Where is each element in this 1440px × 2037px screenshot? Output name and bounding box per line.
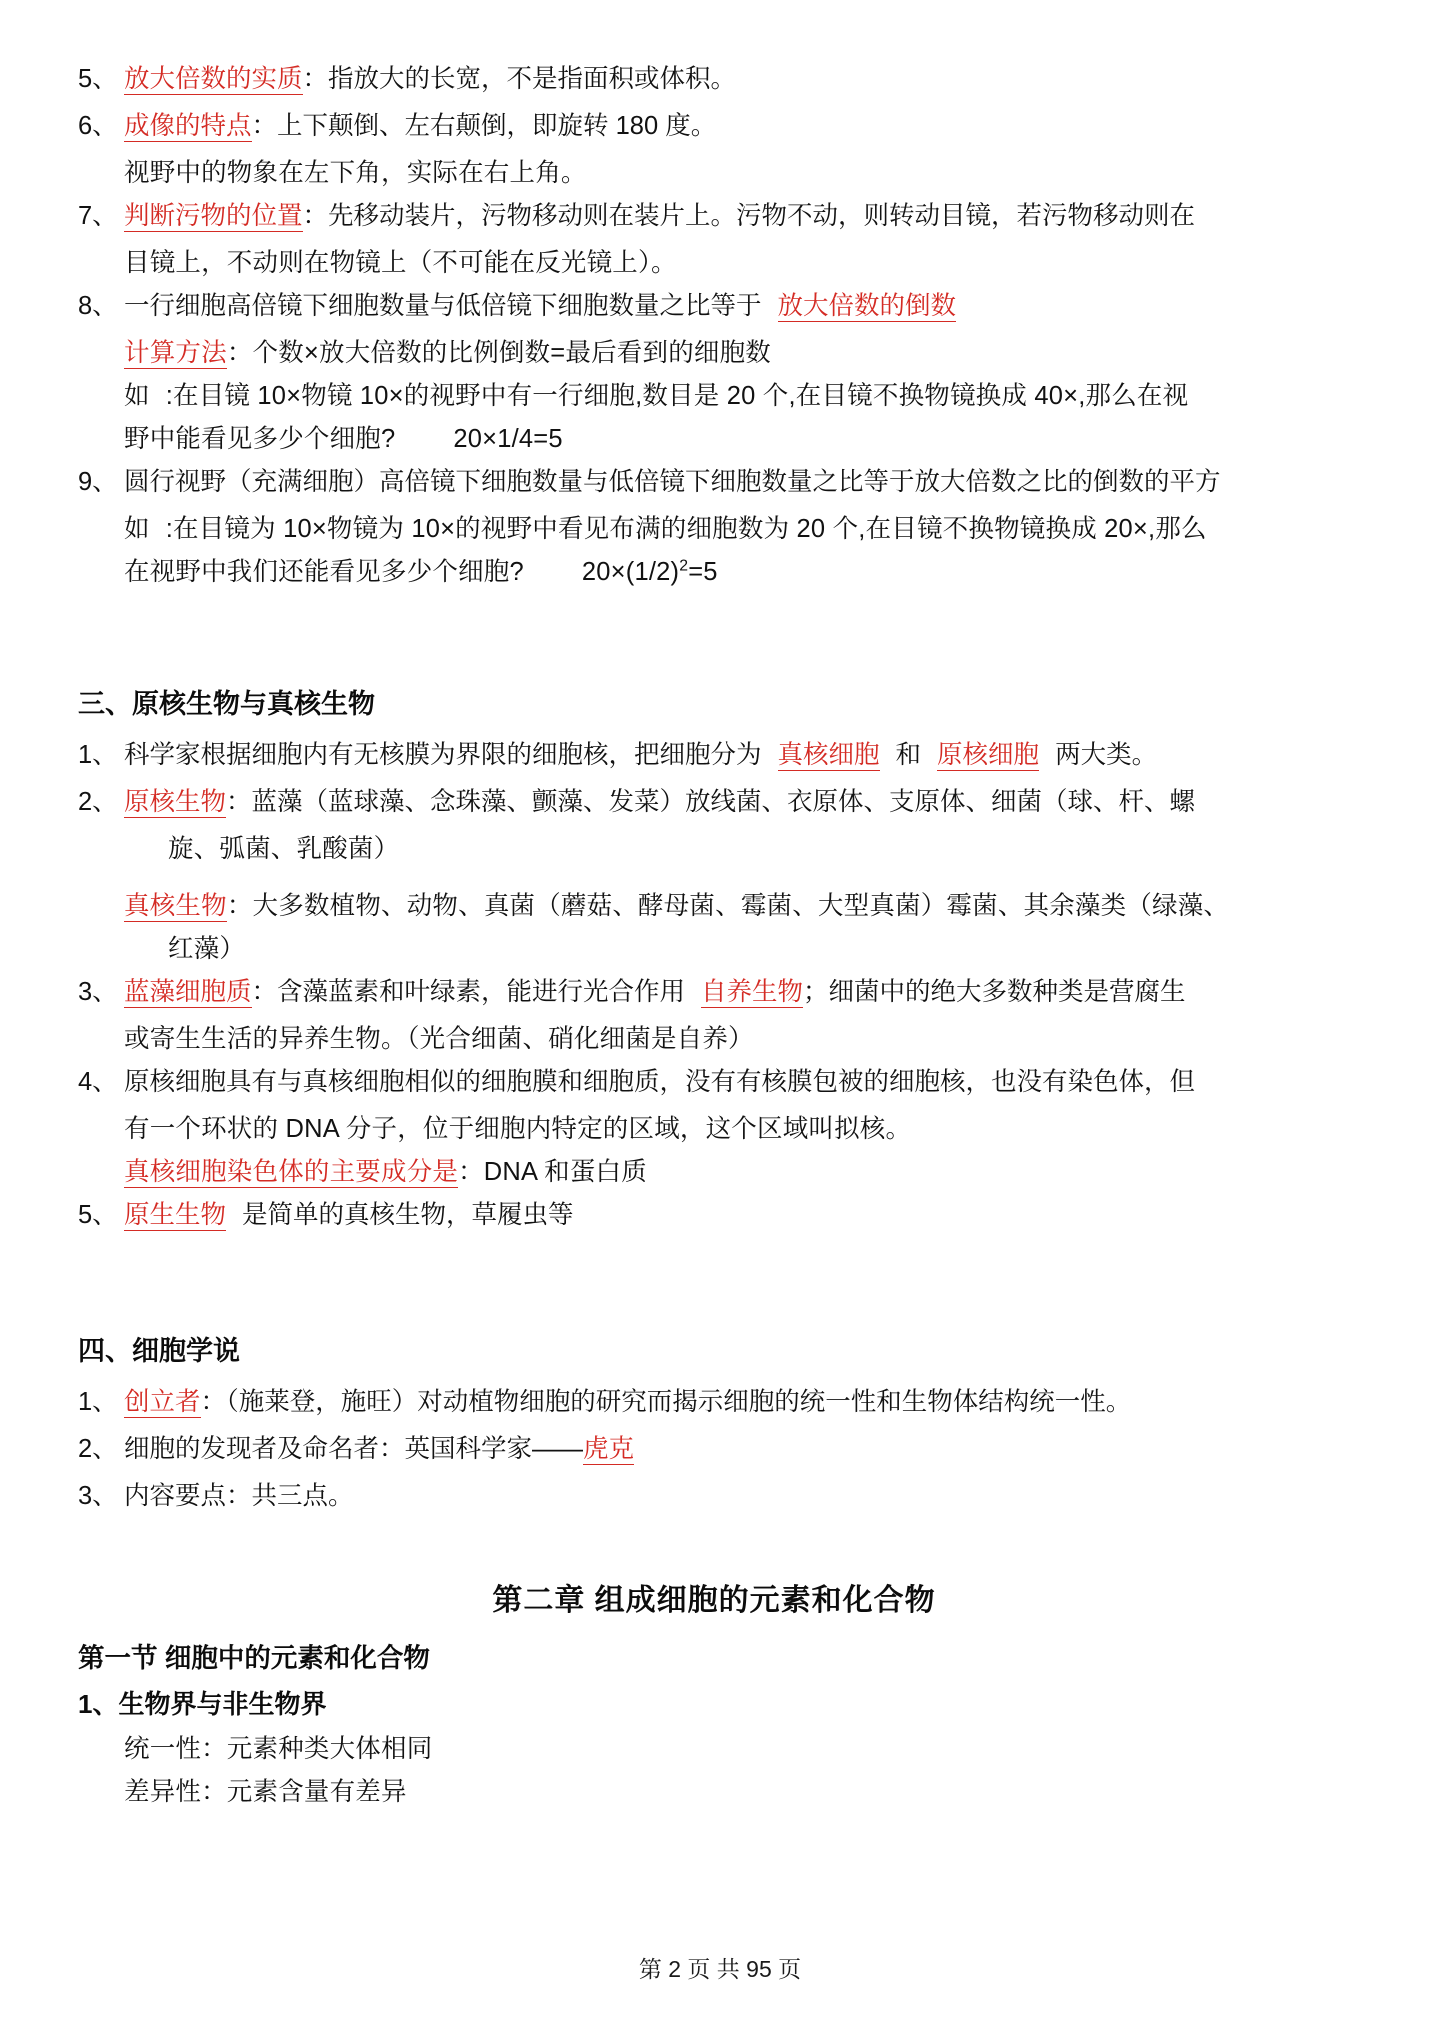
key-term: 计算方法 [124,339,227,367]
subsection-title: 1、生物界与非生物界 [78,1689,327,1719]
item-text: ：指放大的长宽，不是指面积或体积。 [302,65,737,93]
item-marker: 8、 [78,292,118,320]
list-item [78,195,1350,238]
section-gap [78,1241,1350,1285]
example-text: :在目镜为 10×物镜为 10×的视野中看见布满的细胞数为 20 个,在目镜不换物镜换成 20×,那么 [165,515,1207,543]
item-marker: 1、 [78,741,118,769]
item-text: ：蓝藻（蓝球藻、念珠藻、颤藻、发菜）放线菌、衣原体、支原体、细菌（球、杆、螺 [226,788,1196,816]
key-term: 放大倍数的实质 [124,65,303,93]
example-line [78,508,1350,551]
item-text: ：含藻蓝素和叶绿素，能进行光合作用 [251,978,686,1006]
key-term: 真核细胞 [777,741,880,769]
list-item [78,1381,1350,1424]
key-term: 原生生物 [124,1201,227,1229]
item-marker: 4、 [78,1068,118,1096]
calculation-method [78,332,1350,375]
conjunction: 和 [895,741,922,769]
item-text: 一行细胞高倍镜下细胞数量与低倍镜下细胞数量之比等于 [124,292,762,320]
item-continuation: 有一个环状的 DNA 分子，位于细胞内特定的区域，这个区域叫拟核。 [124,1115,912,1143]
key-term: 真核细胞染色体的主要成分是 [124,1158,459,1186]
list-item [78,1194,1350,1237]
result-base: 20×(1/2) [581,558,680,586]
paragraph-gap [78,871,1350,885]
item-text-tail: ；细菌中的绝大多数种类是营腐生 [803,978,1186,1006]
chapter-title: 第二章 组成细胞的元素和化合物 [492,1584,936,1617]
item-text: ：（施莱登，施旺）对动植物细胞的研究而揭示细胞的统一性和生物体结构统一性。 [200,1388,1132,1416]
chapter-section-title: 第一节 细胞中的元素和化合物 [78,1643,430,1673]
item-text: 细胞的发现者及命名者：英国科学家—— [124,1435,584,1463]
item-text: ：大多数植物、动物、真菌（蘑菇、酵母菌、霉菌、大型真菌）霉菌、其余藻类（绿藻、 [226,892,1230,920]
item-marker: 9、 [78,468,118,496]
list-item [78,734,1350,777]
item-body [124,1428,1350,1471]
item-body [124,781,1350,824]
item-marker: 5、 [78,1201,118,1229]
key-term: 蓝藻细胞质 [124,978,252,1006]
list-item [78,1061,1350,1104]
item-text-tail: 两大类。 [1055,741,1158,769]
example-question: 在视野中我们还能看见多少个细胞? [124,558,524,586]
result-tail: =5 [688,558,718,586]
section-heading-three: 三、原核生物与真核生物 [78,689,375,719]
key-term: 原核生物 [124,788,227,816]
key-term: 虎克 [583,1435,635,1463]
item-text: 科学家根据细胞内有无核膜为界限的细胞核，把细胞分为 [124,741,762,769]
item-marker: 3、 [78,978,118,1006]
item-body [124,285,1350,328]
example-continuation [78,418,1350,461]
page-footer: 第 2 页 共 95 页 [638,1956,802,1982]
item-marker: 3、 [78,1482,118,1510]
item-continuation: 目镜上，不动则在物镜上（不可能在反光镜上）。 [124,249,677,277]
list-item [78,781,1350,824]
key-term: 判断污物的位置 [124,202,303,230]
key-term: 真核生物 [124,892,227,920]
example-continuation [78,551,1350,594]
item-text: ：DNA 和蛋白质 [458,1158,647,1186]
item-body [124,1381,1350,1424]
item-marker: 7、 [78,202,118,230]
list-item [78,1428,1350,1471]
answer-term: 放大倍数的倒数 [777,292,957,320]
item-marker: 2、 [78,788,118,816]
item-marker: 2、 [78,1435,118,1463]
item-body [124,58,1350,101]
list-item [78,971,1350,1014]
item-body [124,195,1350,238]
key-term: 创立者 [124,1388,201,1416]
item-body [124,1194,1350,1237]
item-marker: 5、 [78,65,118,93]
example-question: 野中能看见多少个细胞? [124,425,396,453]
item-continuation: 视野中的物象在左下角，实际在右上角。 [124,159,587,187]
item-marker: 6、 [78,112,118,140]
item-body [124,734,1350,777]
list-item [78,58,1350,101]
list-item [78,461,1350,504]
eukaryote-line [78,885,1350,928]
point-unity: 统一性：元素种类大体相同 [124,1735,433,1763]
item-text: 是简单的真核生物，草履虫等 [242,1201,574,1229]
item-continuation: 或寄生生活的异养生物。（光合细菌、硝化细菌是自养） [124,1025,754,1053]
example-line [78,375,1350,418]
item-continuation: 旋、弧菌、乳酸菌） [168,835,400,863]
example-label: 如 [124,382,150,410]
item-text: ：先移动装片，污物移动则在装片上。污物不动，则转动目镜，若污物移动则在 [302,202,1196,230]
key-term: 自养生物 [701,978,804,1006]
key-term: 原核细胞 [937,741,1040,769]
section-heading-four: 四、细胞学说 [78,1336,240,1366]
example-label: 如 [124,515,150,543]
section-gap [78,594,1350,638]
item-body [124,105,1350,148]
item-body: 内容要点：共三点。 [124,1482,354,1510]
list-item [78,285,1350,328]
item-body [124,971,1350,1014]
result-exponent: 2 [679,557,689,575]
list-item [78,1475,1350,1518]
item-body: 圆行视野（充满细胞）高倍镜下细胞数量与低倍镜下细胞数量之比等于放大倍数之比的倒数的平方 [124,468,1221,496]
item-continuation: 红藻） [168,935,246,963]
point-difference: 差异性：元素含量有差异 [124,1778,407,1806]
example-result [582,558,718,586]
method-text: ：个数×放大倍数的比例倒数=最后看到的细胞数 [226,339,771,367]
item-text: ：上下颠倒、左右颠倒，即旋转 180 度。 [251,112,717,140]
item-marker: 1、 [78,1388,118,1416]
list-item [78,105,1350,148]
item-body: 原核细胞具有与真核细胞相似的细胞膜和细胞质，没有有核膜包被的细胞核，也没有染色体，但 [124,1068,1196,1096]
example-result: 20×1/4=5 [453,425,563,453]
key-term: 成像的特点 [124,112,252,140]
example-text: :在目镜 10×物镜 10×的视野中有一行细胞,数目是 20 个,在目镜不换物镜换成 40×,那么在视 [165,382,1189,410]
chromosome-composition [78,1151,1350,1194]
